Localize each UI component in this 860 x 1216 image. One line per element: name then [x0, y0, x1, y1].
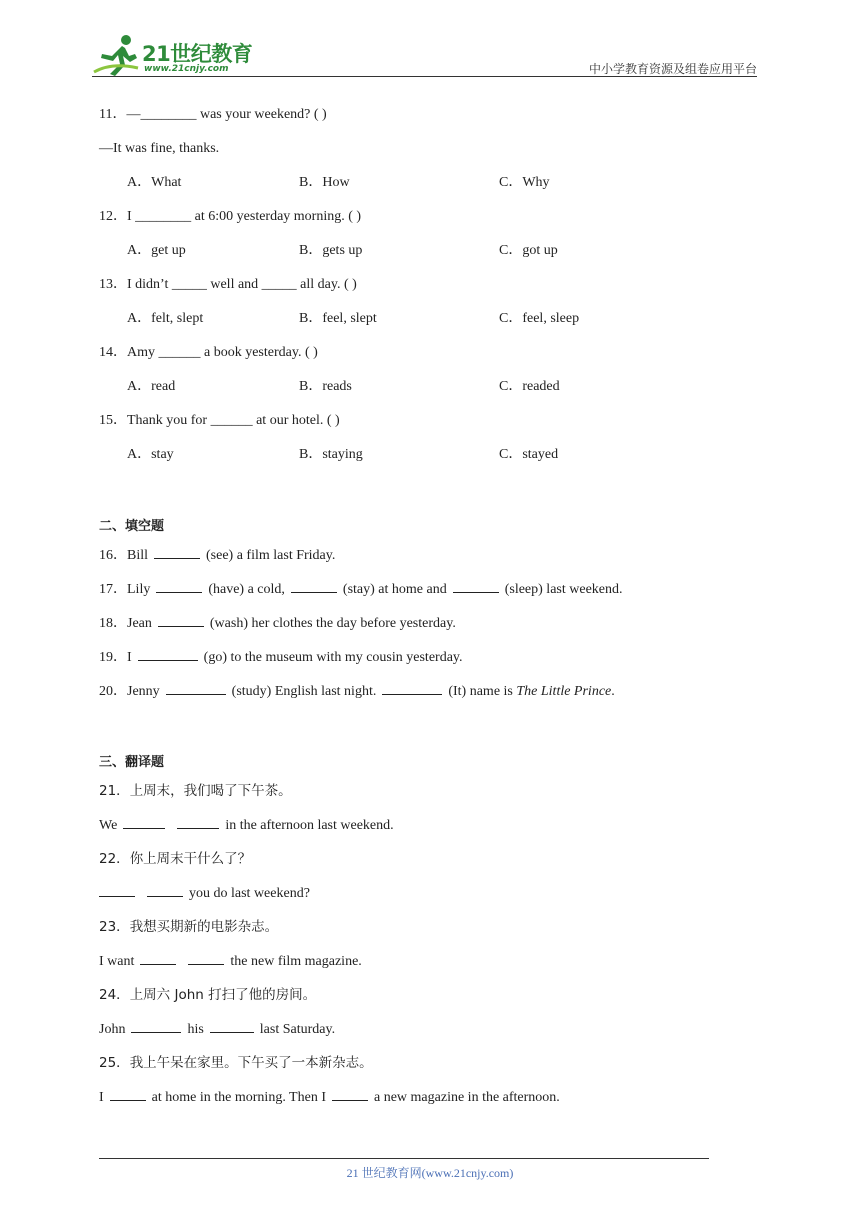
- question-12: [99, 206, 719, 240]
- question-24: [99, 984, 719, 1018]
- option-c[interactable]: C．Why: [499, 175, 550, 190]
- chinese-prompt: 上周六 John 打扫了他的房间。: [129, 987, 317, 1003]
- text: (see) a film last Friday.: [206, 548, 336, 563]
- footer-link[interactable]: 21 世纪教育网(www.21cnjy.com): [346, 1166, 514, 1180]
- question-number: 14．: [99, 345, 127, 360]
- question-13: [99, 274, 719, 308]
- question-number: 23．: [99, 919, 130, 935]
- answer-blank[interactable]: [166, 680, 226, 695]
- question-15: [99, 410, 719, 444]
- option-a[interactable]: A．read: [127, 379, 176, 394]
- answer-blank[interactable]: [138, 646, 198, 661]
- question-24-answer: [99, 1018, 719, 1052]
- text: Jean: [127, 616, 152, 631]
- chinese-prompt: 我上午呆在家里。下午买了一本新杂志。: [129, 1055, 373, 1071]
- question-16: [99, 544, 719, 578]
- question-25: [99, 1052, 719, 1086]
- chinese-prompt: 你上周末干什么了？: [129, 851, 252, 867]
- platform-name: 中小学教育资源及组卷应用平台: [588, 62, 757, 76]
- question-number: 16．: [99, 548, 127, 563]
- option-c[interactable]: C．feel, sleep: [499, 311, 580, 326]
- question-stem: Thank you for ______ at our hotel. ( ): [127, 413, 340, 428]
- option-c[interactable]: C．got up: [499, 243, 558, 258]
- text: (study) English last night.: [231, 684, 377, 699]
- option-a[interactable]: A．get up: [127, 243, 186, 258]
- question-21-answer: [99, 814, 719, 848]
- text: Jenny: [127, 684, 160, 699]
- question-19: [99, 646, 719, 680]
- text: a new magazine in the afternoon.: [374, 1090, 560, 1105]
- option-c[interactable]: C．readed: [499, 379, 560, 394]
- option-b[interactable]: B．reads: [299, 379, 352, 394]
- answer-blank[interactable]: [188, 950, 224, 965]
- text: We: [99, 818, 118, 833]
- chinese-prompt: 上周末，我们喝了下午茶。: [129, 783, 292, 799]
- worksheet-content: [99, 104, 719, 1120]
- option-b[interactable]: B．How: [299, 175, 350, 190]
- text: the new film magazine.: [230, 954, 362, 969]
- question-number: 12．: [99, 209, 127, 224]
- option-a[interactable]: A．felt, slept: [127, 311, 204, 326]
- header-divider: [92, 76, 757, 77]
- answer-blank[interactable]: [140, 950, 176, 965]
- text: you do last weekend?: [189, 886, 310, 901]
- question-number: 15．: [99, 413, 127, 428]
- section-title-translation: 三、翻译题: [99, 755, 165, 770]
- text: I: [127, 650, 132, 665]
- question-22-answer: [99, 882, 719, 916]
- question-stem: Amy ______ a book yesterday. ( ): [127, 345, 318, 360]
- text: in the afternoon last weekend.: [225, 818, 394, 833]
- answer-blank[interactable]: [147, 882, 183, 897]
- text: (sleep) last weekend.: [504, 582, 623, 597]
- answer-blank[interactable]: [382, 680, 442, 695]
- question-number: 17．: [99, 582, 127, 597]
- text: (stay) at home and: [342, 582, 447, 597]
- logo-text: 21世纪教育: [142, 42, 253, 66]
- question-number: 18．: [99, 616, 127, 631]
- question-11-response: —It was fine, thanks.: [99, 141, 220, 156]
- footer-divider: [99, 1158, 709, 1159]
- text: at home in the morning. Then I: [151, 1090, 326, 1105]
- question-14: [99, 342, 719, 376]
- section-title-fill-in: 二、填空题: [99, 519, 165, 534]
- answer-blank[interactable]: [110, 1086, 146, 1101]
- question-stem: I didn’t _____ well and _____ all day. ( ): [127, 277, 357, 292]
- question-23: [99, 916, 719, 950]
- text: John: [99, 1022, 126, 1037]
- question-21: [99, 780, 719, 814]
- option-c[interactable]: C．stayed: [499, 447, 559, 462]
- text: (wash) her clothes the day before yesterday.: [209, 616, 456, 631]
- question-13-options: [99, 308, 719, 342]
- question-25-answer: [99, 1086, 719, 1120]
- question-11: [99, 104, 719, 138]
- question-number: 11．: [99, 107, 127, 122]
- question-18: [99, 612, 719, 646]
- option-b[interactable]: B．gets up: [299, 243, 363, 258]
- book-title: The Little Prince: [516, 684, 612, 699]
- question-stem: I ________ at 6:00 yesterday morning. ( ): [127, 209, 362, 224]
- text: (have) a cold,: [208, 582, 285, 597]
- question-number: 25．: [99, 1055, 130, 1071]
- question-number: 13．: [99, 277, 127, 292]
- running-man-logo-icon: [92, 32, 142, 76]
- spacer: [99, 714, 719, 752]
- answer-blank[interactable]: [158, 612, 204, 627]
- text: I want: [99, 954, 135, 969]
- question-number: 20．: [99, 684, 127, 699]
- answer-blank[interactable]: [210, 1018, 254, 1033]
- site-logo[interactable]: [92, 32, 262, 76]
- question-number: 21．: [99, 783, 130, 799]
- option-a[interactable]: A．What: [127, 175, 182, 190]
- answer-blank[interactable]: [99, 882, 135, 897]
- chinese-prompt: 我想买期新的电影杂志。: [129, 919, 279, 935]
- text: (go) to the museum with my cousin yesterday.: [203, 650, 463, 665]
- text: .: [611, 684, 615, 699]
- option-b[interactable]: B．staying: [299, 447, 363, 462]
- text: last Saturday.: [259, 1022, 336, 1037]
- question-15-options: [99, 444, 719, 478]
- question-22: [99, 848, 719, 882]
- logo-url: www.21cnjy.com: [144, 64, 229, 74]
- answer-blank[interactable]: [332, 1086, 368, 1101]
- text: (It) name is: [448, 684, 513, 699]
- question-stem: —________ was your weekend? ( ): [126, 107, 327, 122]
- answer-blank[interactable]: [177, 814, 219, 829]
- text: Lily: [127, 582, 151, 597]
- text: his: [187, 1022, 204, 1037]
- question-number: 19．: [99, 650, 127, 665]
- answer-blank[interactable]: [131, 1018, 181, 1033]
- option-b[interactable]: B．feel, slept: [299, 311, 377, 326]
- question-23-answer: [99, 950, 719, 984]
- answer-blank[interactable]: [453, 578, 499, 593]
- text: I: [99, 1090, 104, 1105]
- question-number: 24．: [99, 987, 130, 1003]
- question-number: 22．: [99, 851, 130, 867]
- option-a[interactable]: A．stay: [127, 447, 174, 462]
- answer-blank[interactable]: [291, 578, 337, 593]
- question-14-options: [99, 376, 719, 410]
- question-12-options: [99, 240, 719, 274]
- question-20: [99, 680, 719, 714]
- answer-blank[interactable]: [123, 814, 165, 829]
- page-header: [92, 30, 757, 78]
- text: Bill: [127, 548, 149, 563]
- question-17: [99, 578, 719, 612]
- spacer: [99, 478, 719, 516]
- question-11-options: [99, 172, 719, 206]
- answer-blank[interactable]: [156, 578, 202, 593]
- answer-blank[interactable]: [154, 544, 200, 559]
